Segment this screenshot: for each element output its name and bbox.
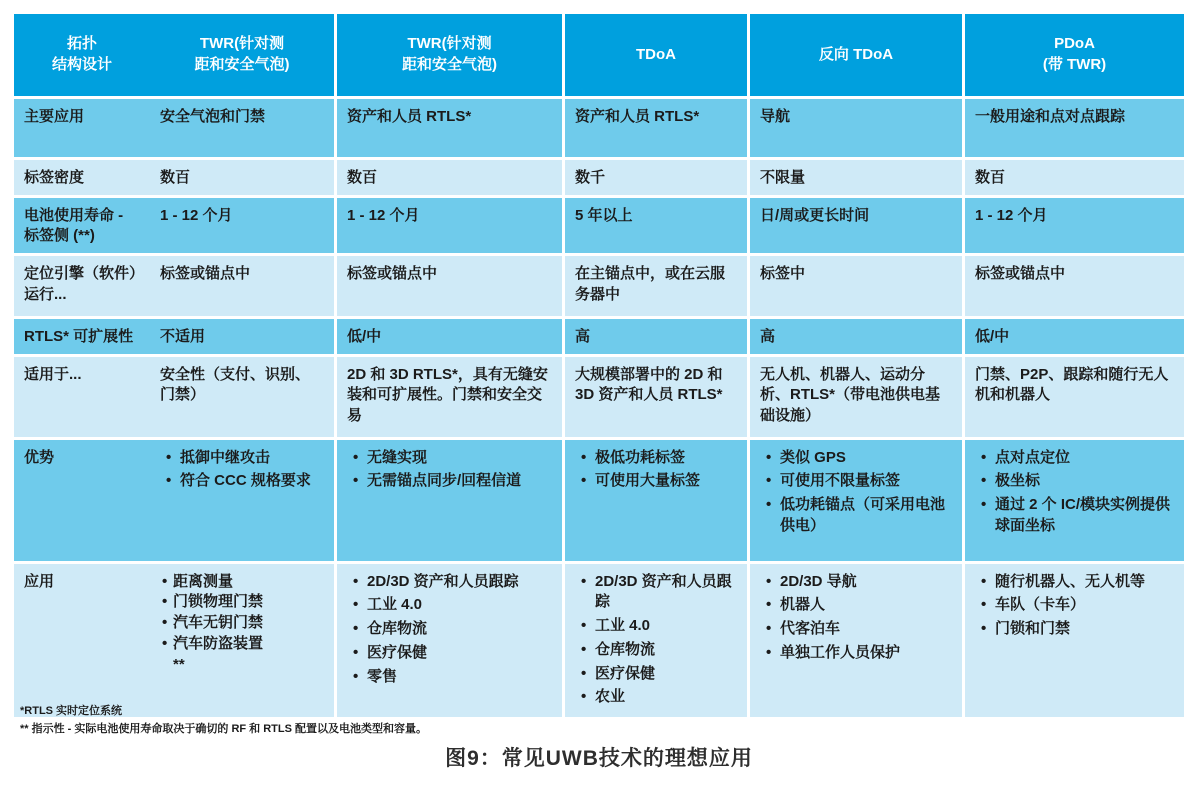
bullet-item: • 极坐标 — [979, 471, 1174, 492]
data-cell — [965, 440, 1184, 561]
header-line: 距和安全气泡) — [402, 56, 497, 73]
table-row — [14, 160, 1184, 195]
data-cell: 高 — [750, 319, 965, 354]
data-cell — [565, 564, 750, 717]
row-label-cell: 主要应用 — [14, 99, 150, 157]
table-row — [14, 440, 1184, 561]
data-cell: 数百 — [965, 160, 1184, 195]
row-label-cell: 电池使用寿命 - 标签侧 (**) — [14, 198, 150, 253]
bullet-item: • 无缝实现 — [351, 448, 552, 469]
bullet-list — [760, 448, 952, 537]
data-cell: 低/中 — [337, 319, 565, 354]
bullet-item: • 工业 4.0 — [351, 595, 552, 616]
data-cell: 2D 和 3D RTLS*，具有无缝安装和可扩展性。门禁和安全交易 — [337, 357, 565, 437]
data-cell — [337, 564, 565, 717]
bullet-item: • 农业 — [579, 687, 737, 708]
row-label-cell: 标签密度 — [14, 160, 150, 195]
bullet-item: • 可使用不限量标签 — [764, 471, 952, 492]
bullet-list — [975, 572, 1174, 640]
row-label-cell: 定位引擎（软件）运行... — [14, 256, 150, 316]
header-line: TDoA — [636, 45, 676, 63]
bullet-item: • 仓库物流 — [579, 640, 737, 661]
bullet-item: • 极低功耗标签 — [579, 448, 737, 469]
row-label-cell: 应用 — [14, 564, 150, 717]
bullet-item: • 可使用大量标签 — [579, 471, 737, 492]
bullet-item: • 距离测量 — [162, 572, 324, 593]
table-row — [14, 99, 1184, 157]
data-cell — [750, 440, 965, 561]
header-cell-5 — [965, 14, 1184, 96]
header-line: (带 TWR) — [1042, 56, 1107, 73]
bullet-item: • 代客泊车 — [764, 619, 952, 640]
bullet-item: • 通过 2 个 IC/模块实例提供球面坐标 — [979, 495, 1174, 536]
header-line: TWR(针对测 — [199, 35, 285, 53]
data-cell — [150, 564, 337, 717]
bullet-item: • 汽车防盗装置 — [162, 634, 324, 655]
bullet-item: • 随行机器人、无人机等 — [979, 572, 1174, 593]
table-row — [14, 564, 1184, 717]
data-cell: 标签或锚点中 — [150, 256, 337, 316]
bullet-list — [347, 448, 552, 492]
header-cell-2 — [337, 14, 565, 96]
footnote-battery: ** 指示性 - 实际电池使用寿命取决于确切的 RF 和 RTLS 配置以及电池类型和容量。 — [20, 723, 427, 736]
bullet-item: • 2D/3D 资产和人员跟踪 — [351, 572, 552, 593]
data-cell: 安全气泡和门禁 — [150, 99, 337, 157]
data-cell: 标签中 — [750, 256, 965, 316]
table-row — [14, 256, 1184, 316]
bullet-item: • 单独工作人员保护 — [764, 643, 952, 664]
data-cell: 不适用 — [150, 319, 337, 354]
data-cell — [965, 564, 1184, 717]
bullet-item: • 2D/3D 导航 — [764, 572, 952, 593]
bullet-list — [975, 448, 1174, 537]
data-cell: 数百 — [337, 160, 565, 195]
bullet-item: • 仓库物流 — [351, 619, 552, 640]
bullet-list — [760, 572, 952, 664]
data-cell: 大规模部署中的 2D 和 3D 资产和人员 RTLS* — [565, 357, 750, 437]
bullet-item: • 抵御中继攻击 — [164, 448, 324, 469]
table-row — [14, 198, 1184, 253]
bullet-item: • 门锁物理门禁 — [162, 592, 324, 613]
bullet-list — [160, 572, 324, 675]
data-cell: 一般用途和点对点跟踪 — [965, 99, 1184, 157]
table-row — [14, 319, 1184, 354]
table-row — [14, 357, 1184, 437]
bullet-item: • 点对点定位 — [979, 448, 1174, 469]
header-line: 距和安全气泡) — [194, 56, 290, 73]
data-cell: 标签或锚点中 — [965, 256, 1184, 316]
bullet-item: • 机器人 — [764, 595, 952, 616]
figure-caption: 图9：常见UWB技术的理想应用 — [445, 747, 753, 770]
row-label-cell: 优势 — [14, 440, 150, 561]
data-cell: 1 - 12 个月 — [965, 198, 1184, 253]
header-cell-0 — [14, 14, 150, 96]
data-cell: 在主锚点中，或在云服务器中 — [565, 256, 750, 316]
bullet-list — [160, 448, 324, 492]
header-line: 拓扑 — [66, 35, 97, 53]
data-cell: 标签或锚点中 — [337, 256, 565, 316]
data-cell: 数千 — [565, 160, 750, 195]
header-cell-3 — [565, 14, 750, 96]
header-line: 结构设计 — [51, 56, 112, 73]
header-cell-4 — [750, 14, 965, 96]
data-cell: 导航 — [750, 99, 965, 157]
bullet-item: ** — [173, 655, 185, 673]
data-cell: 低/中 — [965, 319, 1184, 354]
data-cell: 1 - 12 个月 — [337, 198, 565, 253]
bullet-item: • 门锁和门禁 — [979, 619, 1174, 640]
bullet-item: • 车队（卡车） — [979, 595, 1174, 616]
footnotes — [20, 702, 427, 738]
bullet-item: • 2D/3D 资产和人员跟踪 — [579, 572, 737, 613]
header-line: 反向 TDoA — [818, 45, 894, 63]
data-cell: 日/周或更长时间 — [750, 198, 965, 253]
data-cell: 资产和人员 RTLS* — [337, 99, 565, 157]
data-cell: 5 年以上 — [565, 198, 750, 253]
bullet-item: • 符合 CCC 规格要求 — [164, 471, 324, 492]
bullet-item: • 类似 GPS — [764, 448, 952, 469]
bullet-list — [575, 572, 737, 708]
bullet-list — [347, 572, 552, 687]
data-cell: 无人机、机器人、运动分析、RTLS*（带电池供电基础设施） — [750, 357, 965, 437]
bullet-item: • 医疗保健 — [351, 643, 552, 664]
data-cell: 高 — [565, 319, 750, 354]
row-label-cell: RTLS* 可扩展性 — [14, 319, 150, 354]
bullet-item: • 医疗保健 — [579, 664, 737, 685]
data-cell: 门禁、P2P、跟踪和随行无人机和机器人 — [965, 357, 1184, 437]
bullet-item: • 零售 — [351, 667, 552, 688]
header-line: PDoA — [1054, 35, 1095, 53]
bullet-item: • 无需锚点同步/回程信道 — [351, 471, 552, 492]
data-cell: 安全性（支付、识别、门禁） — [150, 357, 337, 437]
table-header-row — [14, 14, 1184, 96]
header-line: TWR(针对测 — [407, 35, 492, 53]
data-cell — [565, 440, 750, 561]
data-cell: 资产和人员 RTLS* — [565, 99, 750, 157]
bullet-item: • 工业 4.0 — [579, 616, 737, 637]
footnote-rtls: *RTLS 实时定位系统 — [20, 705, 123, 717]
data-cell: 不限量 — [750, 160, 965, 195]
data-cell: 数百 — [150, 160, 337, 195]
bullet-item: • 低功耗锚点（可采用电池供电） — [764, 495, 952, 536]
uwb-technology-comparison-table — [14, 14, 1184, 720]
data-cell — [337, 440, 565, 561]
bullet-list — [575, 448, 737, 492]
data-cell: 1 - 12 个月 — [150, 198, 337, 253]
header-cell-1 — [150, 14, 337, 96]
bullet-item: • 汽车无钥门禁 — [162, 613, 324, 634]
data-cell — [150, 440, 337, 561]
data-cell — [750, 564, 965, 717]
row-label-cell: 适用于... — [14, 357, 150, 437]
